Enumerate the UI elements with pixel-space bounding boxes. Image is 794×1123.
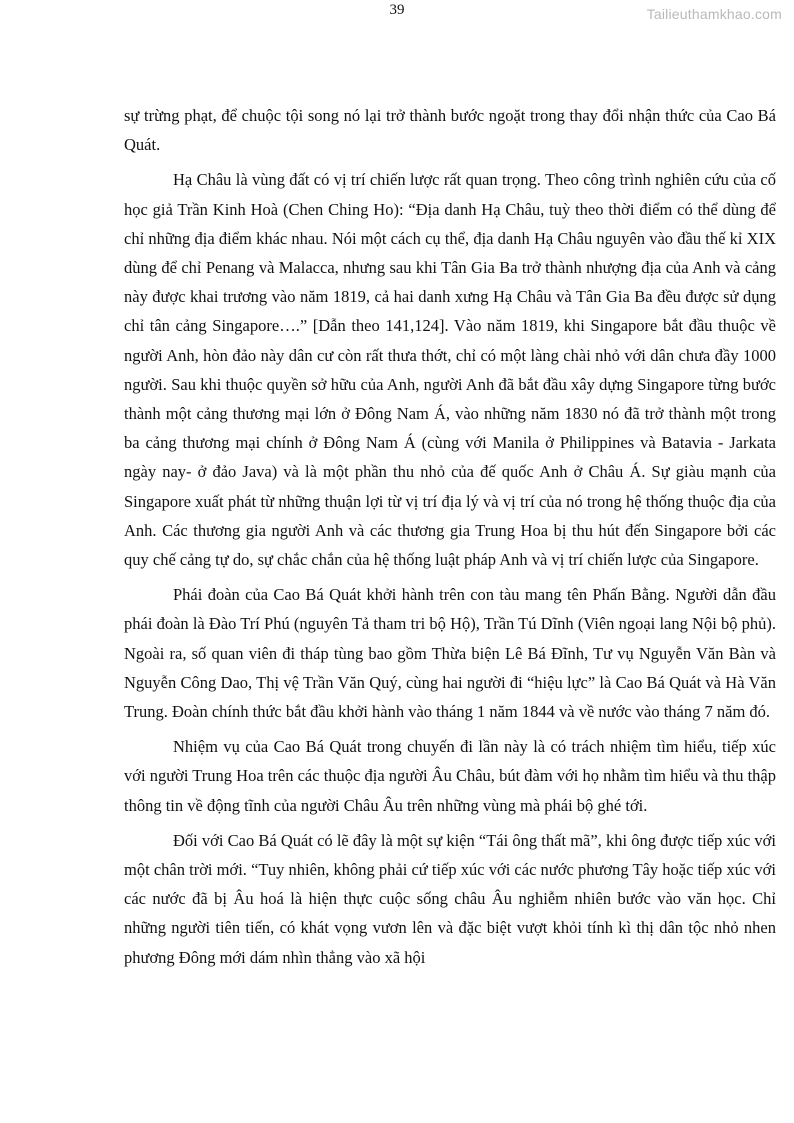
- watermark: Tailieuthamkhao.com: [646, 6, 782, 22]
- page-number: 39: [389, 2, 405, 18]
- paragraph-new-horizon: Đối với Cao Bá Quát có lẽ đây là một sự kiện “Tái ông thất mã”, khi ông được tiếp xúc với một chân trời mới. “Tuy nhiên, không phải cứ tiếp xúc với các nước phương Tây hoặc tiếp xúc với các nước đã bị Âu hoá là hiện thực cuộc sống châu Âu nghiễm nhiên bước vào văn học. Chỉ những người tiên tiến, có khát vọng vươn lên và đặc biệt vượt khỏi tính kì thị dân tộc nhỏ nhen phương Đông mới dám nhìn thẳng vào xã hội: [124, 830, 776, 967]
- paragraph-ha-chau: Hạ Châu là vùng đất có vị trí chiến lược rất quan trọng. Theo công trình nghiên cứu của cố học giả Trần Kinh Hoà (Chen Ching Ho): “Địa danh Hạ Châu, tuỳ theo thời điểm có thể dùng để chỉ những địa điểm khác nhau. Nói một cách cụ thể, địa danh Hạ Châu nguyên vào đầu thế kỉ XIX dùng để chỉ Penang và Malacca, nhưng sau khi Tân Gia Ba trở thành nhượng địa của Anh và cảng này được khai trương vào năm 1819, cả hai danh xưng Hạ Châu và Tân Gia Ba đều được sử dụng chỉ tân cảng Singapore….” [Dẫn theo 141,124]. Vào năm 1819, khi Singapore bắt đầu thuộc về người Anh, hòn đảo này dân cư còn rất thưa thớt, chỉ có một làng chài nhỏ với dân chưa đầy 1000 người. Sau khi thuộc quyền sở hữu của Anh, người Anh đã bắt đầu xây dựng Singapore từng bước thành một cảng thương mại lớn ở Đông Nam Á, vào những năm 1830 nó đã trở thành một trong ba cảng thương mại chính ở Đông Nam Á (cùng với Manila ở Philippines và Batavia - Jarkata ngày nay- ở đảo Java) và là một phần thu nhỏ của đế quốc Anh ở Châu Á. Sự giàu mạnh của Singapore xuất phát từ những thuận lợi từ vị trí địa lý và vị trí của nó trong hệ thống thuộc địa của Anh. Các thương gia người Anh và các thương gia Trung Hoa bị thu hút đến Singapore bởi các quy chế cảng tự do, sự chắc chắn của hệ thống luật pháp Anh và vị trí chiến lược của Singapore.: [124, 170, 776, 570]
- paragraph-continuation: sự trừng phạt, để chuộc tội song nó lại trở thành bước ngoặt trong thay đổi nhận thức của Cao Bá Quát.: [124, 106, 776, 155]
- document-body: [124, 101, 776, 978]
- paragraph-delegation: Phái đoàn của Cao Bá Quát khởi hành trên con tàu mang tên Phấn Bằng. Người dẫn đầu phái đoàn là Đào Trí Phú (nguyên Tả tham tri bộ Hộ), Trần Tú Dĩnh (Viên ngoại lang Nội bộ phủ). Ngoài ra, số quan viên đi tháp tùng bao gồm Thừa biện Lê Bá Đĩnh, Tư vụ Nguyễn Văn Bàn và Nguyễn Công Dao, Thị vệ Trần Văn Quý, cùng hai người đi “hiệu lực” là Cao Bá Quát và Hà Văn Trung. Đoàn chính thức bắt đầu khởi hành vào tháng 1 năm 1844 và về nước vào tháng 7 năm đó.: [124, 585, 776, 722]
- paragraph-mission: Nhiệm vụ của Cao Bá Quát trong chuyến đi lần này là có trách nhiệm tìm hiểu, tiếp xúc với người Trung Hoa trên các thuộc địa người Âu Châu, bút đàm với họ nhằm tìm hiểu và thu thập thông tin về động tĩnh của người Châu Âu trên những vùng mà phái bộ ghé tới.: [124, 737, 776, 815]
